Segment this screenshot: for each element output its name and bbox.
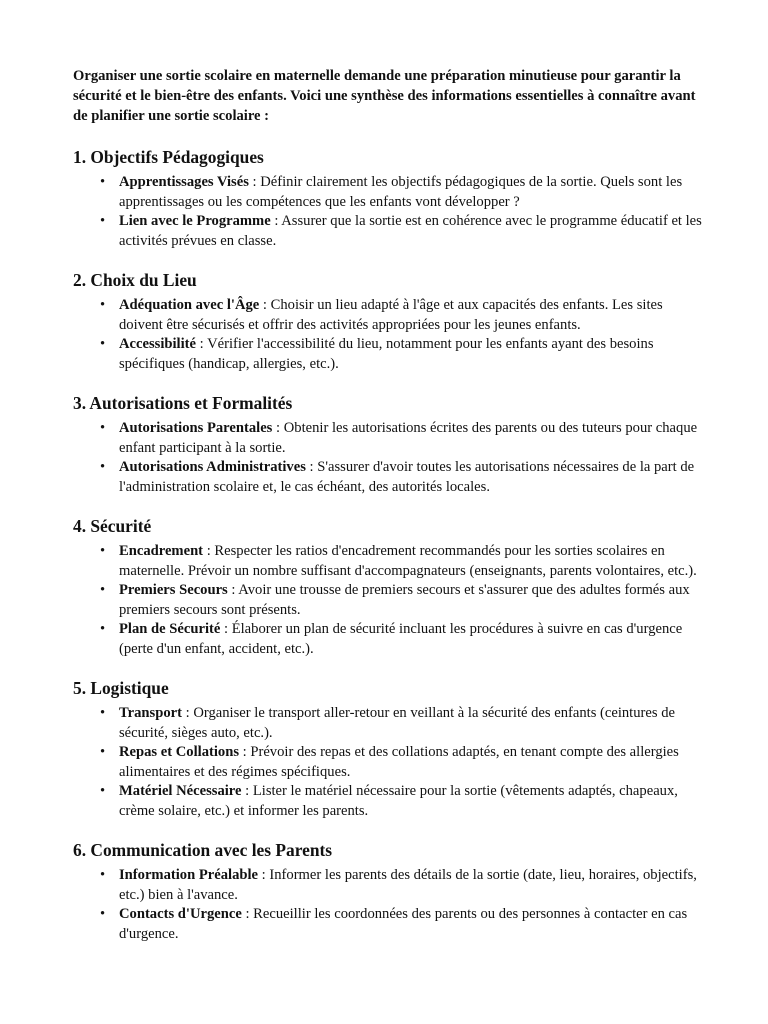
sections-container	[73, 146, 702, 944]
list-item	[100, 335, 702, 374]
section-heading: 2. Choix du Lieu	[73, 270, 197, 290]
item-term: Premiers Secours	[119, 582, 228, 598]
item-term: Transport	[119, 705, 182, 721]
bullet-icon: •	[100, 582, 106, 598]
intro-paragraph: Organiser une sortie scolaire en maternelle demande une préparation minutieuse pour garantir la sécurité et le bien-être des enfants. Voici une synthèse des informations essentielles à connaître avant de planifier une sortie scolaire :	[73, 68, 696, 124]
bullet-icon: •	[100, 213, 106, 229]
section-heading: 1. Objectifs Pédagogiques	[73, 147, 264, 167]
bullet-icon: •	[100, 543, 106, 559]
bullet-icon: •	[100, 867, 106, 883]
item-description: : Informer les parents des détails de la sortie (date, lieu, horaires, objectifs, etc.) bien à l'avance.	[119, 867, 697, 903]
item-term: Matériel Nécessaire	[119, 783, 242, 799]
list-item	[100, 542, 702, 581]
list-item	[100, 458, 702, 497]
item-description: : Organiser le transport aller-retour en veillant à la sécurité des enfants (ceintures de sécurité, sièges auto, etc.).	[119, 705, 675, 741]
bullet-icon: •	[100, 744, 106, 760]
bullet-icon: •	[100, 174, 106, 190]
item-term: Autorisations Administratives	[119, 459, 306, 475]
list-item	[100, 173, 702, 212]
item-term: Contacts d'Urgence	[119, 906, 242, 922]
list-item	[100, 905, 702, 944]
item-description: : Élaborer un plan de sécurité incluant les procédures à suivre en cas d'urgence (perte d'un enfant, accident, etc.).	[119, 621, 683, 657]
item-description: : Respecter les ratios d'encadrement recommandés pour les sorties scolaires en maternelle. Prévoir un nombre suffisant d'accompagnateurs (enseignants, parents volontaires, etc.).	[119, 543, 697, 579]
list-item	[100, 782, 702, 821]
bullet-list	[73, 296, 702, 374]
item-description: : Prévoir des repas et des collations adaptés, en tenant compte des allergies alimentaires et des régimes spécifiques.	[119, 744, 679, 780]
section-heading: 3. Autorisations et Formalités	[73, 393, 293, 413]
item-term: Autorisations Parentales	[119, 420, 273, 436]
bullet-icon: •	[100, 459, 106, 475]
bullet-icon: •	[100, 621, 106, 637]
item-description: : Lister le matériel nécessaire pour la sortie (vêtements adaptés, chapeaux, crème solaire, etc.) et informer les parents.	[119, 783, 678, 819]
bullet-icon: •	[100, 705, 106, 721]
item-term: Lien avec le Programme	[119, 213, 271, 229]
bullet-icon: •	[100, 420, 106, 436]
list-item	[100, 419, 702, 458]
item-description: : Choisir un lieu adapté à l'âge et aux capacités des enfants. Les sites doivent être sécurisés et offrir des activités appropriées pour les jeunes enfants.	[119, 297, 663, 333]
section-heading: 5. Logistique	[73, 678, 169, 698]
bullet-list	[73, 704, 702, 821]
item-description: : Obtenir les autorisations écrites des parents ou des tuteurs pour chaque enfant participant à la sortie.	[119, 420, 698, 456]
list-item	[100, 866, 702, 905]
list-item	[100, 620, 702, 659]
bullet-list	[73, 866, 702, 944]
item-term: Repas et Collations	[119, 744, 239, 760]
bullet-list	[73, 173, 702, 251]
item-description: : Vérifier l'accessibilité du lieu, notamment pour les enfants ayant des besoins spécifiques (handicap, allergies, etc.).	[119, 336, 654, 372]
bullet-icon: •	[100, 336, 106, 352]
bullet-icon: •	[100, 297, 106, 313]
section-heading: 4. Sécurité	[73, 516, 152, 536]
item-term: Adéquation avec l'Âge	[119, 297, 260, 313]
item-term: Encadrement	[119, 543, 204, 559]
item-description: : Définir clairement les objectifs pédagogiques de la sortie. Quels sont les apprentissages ou les compétences que les enfants vont développer ?	[119, 174, 683, 210]
bullet-list	[73, 419, 702, 497]
bullet-icon: •	[100, 783, 106, 799]
section-heading: 6. Communication avec les Parents	[73, 840, 333, 860]
list-item	[100, 704, 702, 743]
list-item	[100, 296, 702, 335]
item-term: Apprentissages Visés	[119, 174, 249, 190]
list-item	[100, 581, 702, 620]
list-item	[100, 212, 702, 251]
item-term: Plan de Sécurité	[119, 621, 221, 637]
bullet-list	[73, 542, 702, 659]
bullet-icon: •	[100, 906, 106, 922]
item-description: : Avoir une trousse de premiers secours et s'assurer que des adultes formés aux premiers secours sont présents.	[119, 582, 690, 618]
item-term: Accessibilité	[119, 336, 197, 352]
item-term: Information Préalable	[119, 867, 259, 883]
item-description: : S'assurer d'avoir toutes les autorisations nécessaires de la part de l'administration scolaire et, le cas échéant, des autorités locales.	[119, 459, 695, 495]
item-description: : Recueillir les coordonnées des parents ou des personnes à contacter en cas d'urgence.	[119, 906, 688, 942]
list-item	[100, 743, 702, 782]
item-description: : Assurer que la sortie est en cohérence avec le programme éducatif et les activités prévues en classe.	[119, 213, 702, 249]
